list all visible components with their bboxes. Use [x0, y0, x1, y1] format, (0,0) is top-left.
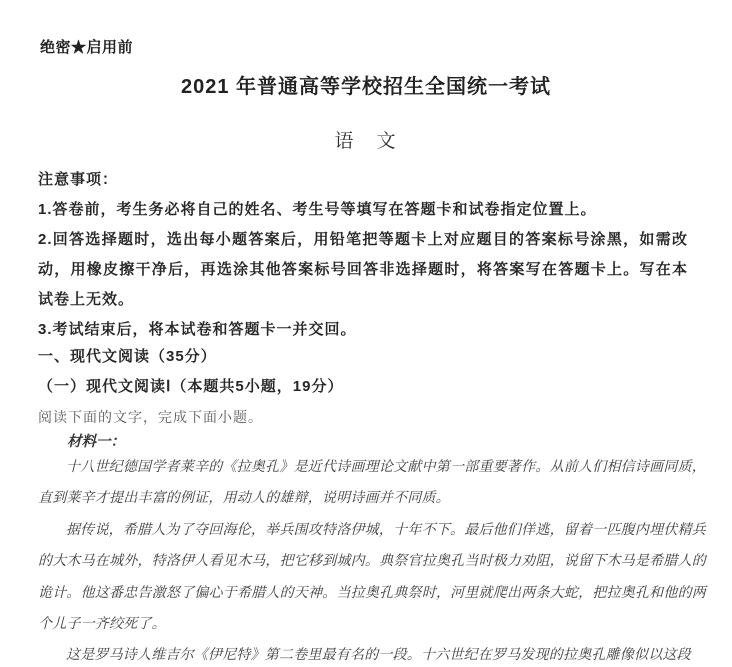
notice-heading: 注意事项：	[38, 171, 119, 188]
material-section	[38, 432, 706, 667]
subsection-heading-reading-one: （一）现代文阅读Ⅰ（本题共5小题，19分）	[38, 378, 344, 395]
exam-title: 2021 年普通高等学校招生全国统一考试	[180, 76, 552, 98]
material-paragraph-3: 这是罗马诗人维吉尔《伊尼特》第二卷里最有名的一段。十六世纪在罗马发现的拉奥孔雕像似以这段	[66, 648, 691, 664]
notice-item-3: 3.考试结束后，将本试卷和答题卡一并交回。	[38, 321, 357, 338]
material-one-label: 材料一：	[67, 434, 125, 450]
notice-section	[38, 165, 688, 345]
classification-label: 绝密★启用前	[40, 39, 134, 56]
section-heading-modern-reading: 一、现代文阅读（35分）	[38, 348, 217, 365]
material-paragraph-2: 据传说，希腊人为了夺回海伦，举兵围攻特洛伊城，十年不下。最后他们佯逃，留着一匹腹内埋伏精兵的大木马在城外，特洛伊人看见木马，把它移到城内。典祭官拉奥孔当时极力劝阻，说留下木马是希腊人的诡计。他这番忠告激怒了偏心于希腊人的天神。当拉奥孔典祭时，河里就爬出两条大蛇，把拉奥孔和他的两个儿子一齐绞死了。	[38, 522, 706, 633]
reading-instruction: 阅读下面的文字，完成下面小题。	[38, 411, 263, 426]
notice-item-1: 1.答卷前，考生务必将自己的姓名、考生号等填写在答题卡和试卷指定位置上。	[38, 201, 597, 218]
notice-item-2: 2.回答选择题时，选出每小题答案后，用铅笔把等题卡上对应题目的答案标号涂黑，如需改动，用橡皮擦干净后，再选涂其他答案标号回答非选择题时，将答案写在答题卡上。写在本试卷上无效。	[38, 231, 688, 308]
material-paragraph-1: 十八世纪德国学者莱辛的《拉奥孔》是近代诗画理论文献中第一部重要著作。从前人们相信诗画同质，直到莱辛才提出丰富的例证，用动人的雄辩，说明诗画并不同质。	[38, 460, 706, 507]
subject-title: 语 文	[334, 131, 398, 152]
